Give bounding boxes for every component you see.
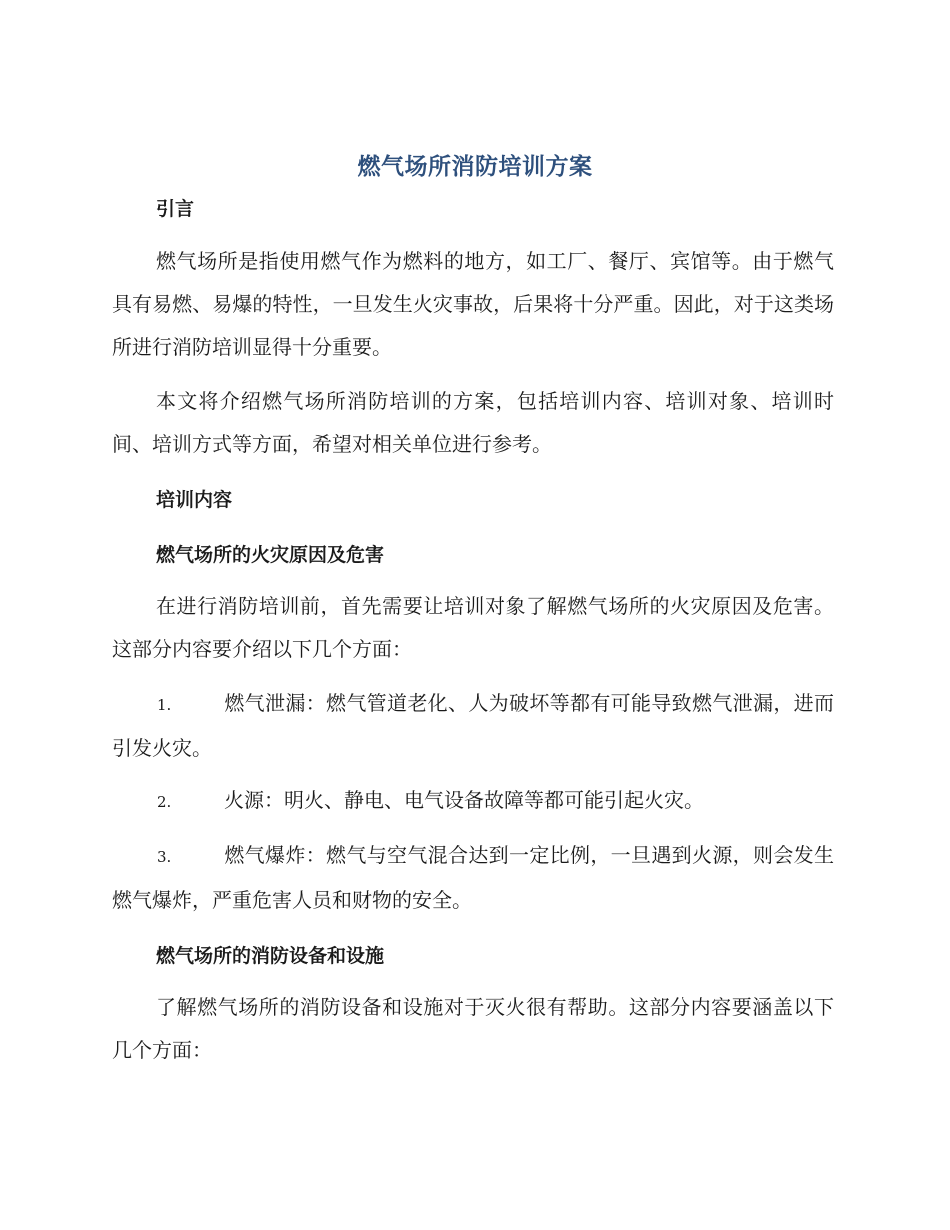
- document-title: 燃气场所消防培训方案: [357, 154, 593, 180]
- list-item-number: 1.: [157, 696, 172, 714]
- list-item-number: 2.: [157, 793, 172, 811]
- equipment-heading: 燃气场所的消防设备和设施: [156, 945, 385, 967]
- intro-paragraph-2: 本文将介绍燃气场所消防培训的方案，包括培训内容、培训对象、培训时间、培训方式等方面，希望对相关单位进行参考。: [112, 389, 834, 456]
- list-item-text: 火源：明火、静电、电气设备故障等都可能引起火灾。: [224, 788, 704, 812]
- list-item-number: 3.: [157, 848, 172, 866]
- fire-causes-paragraph: 在进行消防培训前，首先需要让培训对象了解燃气场所的火灾原因及危害。这部分内容要介绍以下几个方面：: [112, 594, 834, 661]
- list-item: [112, 779, 834, 824]
- intro-paragraph-1: 燃气场所是指使用燃气作为燃料的地方，如工厂、餐厅、宾馆等。由于燃气具有易燃、易爆的特性，一旦发生火灾事故，后果将十分严重。因此，对于这类场所进行消防培训显得十分重要。: [112, 249, 834, 359]
- content-heading: 培训内容: [156, 489, 233, 511]
- intro-heading: 引言: [156, 198, 195, 220]
- list-item-text: 燃气泄漏：燃气管道老化、人为破坏等都有可能导致燃气泄漏，进而引发火灾。: [112, 691, 834, 760]
- fire-causes-heading: 燃气场所的火灾原因及危害: [156, 544, 385, 566]
- list-item: [112, 834, 834, 922]
- list-item-text: 燃气爆炸：燃气与空气混合达到一定比例，一旦遇到火源，则会发生燃气爆炸，严重危害人员和财物的安全。: [112, 843, 834, 912]
- equipment-paragraph: 了解燃气场所的消防设备和设施对于灭火很有帮助。这部分内容要涵盖以下几个方面：: [112, 995, 834, 1062]
- list-item: [112, 682, 834, 770]
